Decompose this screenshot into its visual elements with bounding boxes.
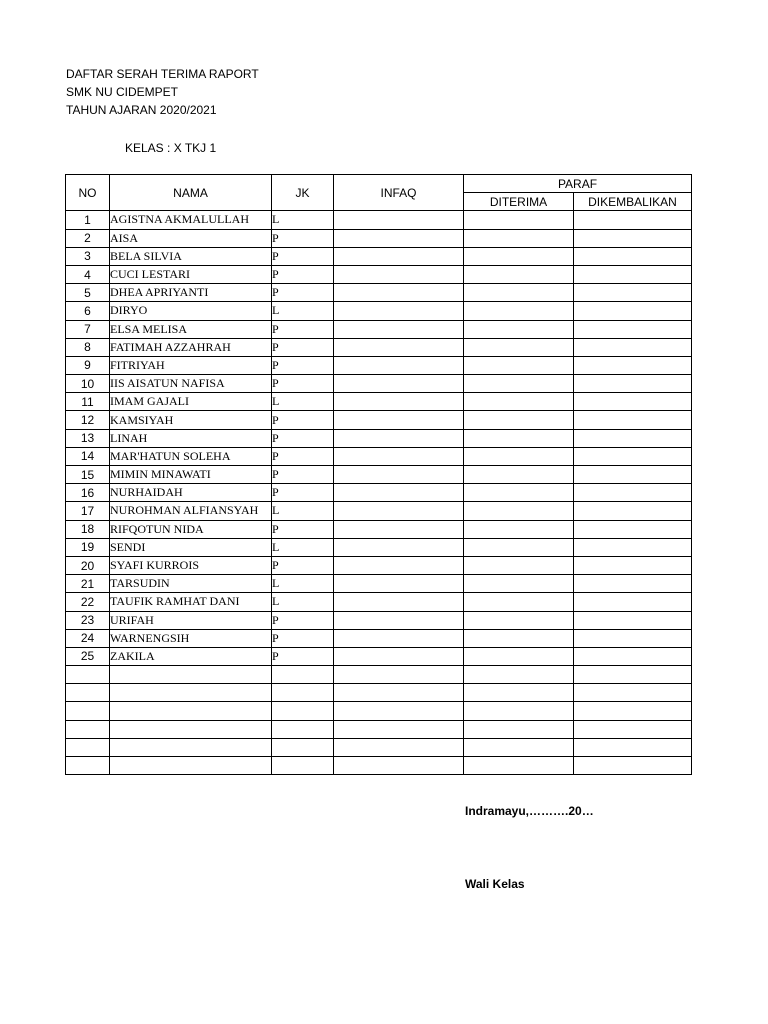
no-cell: 23 [66, 611, 110, 629]
diterima-signature-cell [464, 429, 574, 447]
infaq-cell [334, 666, 464, 684]
header-paraf: PARAF [464, 175, 692, 193]
diterima-signature-cell [464, 375, 574, 393]
infaq-cell [334, 447, 464, 465]
diterima-signature-cell [464, 247, 574, 265]
no-cell: 5 [66, 284, 110, 302]
gender-cell: L [272, 575, 334, 593]
name-cell [110, 738, 272, 756]
table-row [66, 738, 692, 756]
dikembalikan-signature-cell [574, 720, 692, 738]
gender-cell: P [272, 320, 334, 338]
no-cell: 12 [66, 411, 110, 429]
diterima-signature-cell [464, 647, 574, 665]
table-row [66, 302, 692, 320]
diterima-signature-cell [464, 466, 574, 484]
dikembalikan-signature-cell [574, 338, 692, 356]
no-cell: 21 [66, 575, 110, 593]
gender-cell: L [272, 302, 334, 320]
table-row [66, 556, 692, 574]
document-title: DAFTAR SERAH TERIMA RAPORT [66, 67, 259, 81]
header-dikembalikan: DIKEMBALIKAN [574, 193, 692, 211]
header-diterima: DITERIMA [464, 193, 574, 211]
table-row [66, 466, 692, 484]
infaq-cell [334, 520, 464, 538]
dikembalikan-signature-cell [574, 211, 692, 229]
diterima-signature-cell [464, 229, 574, 247]
gender-cell: L [272, 538, 334, 556]
no-cell: 13 [66, 429, 110, 447]
dikembalikan-signature-cell [574, 556, 692, 574]
infaq-cell [334, 338, 464, 356]
name-cell: IMAM GAJALI [110, 393, 272, 411]
table-row [66, 229, 692, 247]
no-cell: 9 [66, 356, 110, 374]
gender-cell [272, 684, 334, 702]
table-row [66, 429, 692, 447]
header-no: NO [66, 175, 110, 211]
infaq-cell [334, 575, 464, 593]
infaq-cell [334, 265, 464, 283]
diterima-signature-cell [464, 265, 574, 283]
dikembalikan-signature-cell [574, 302, 692, 320]
diterima-signature-cell [464, 211, 574, 229]
diterima-signature-cell [464, 338, 574, 356]
gender-cell: L [272, 393, 334, 411]
name-cell [110, 720, 272, 738]
diterima-signature-cell [464, 393, 574, 411]
dikembalikan-signature-cell [574, 538, 692, 556]
infaq-cell [334, 429, 464, 447]
dikembalikan-signature-cell [574, 393, 692, 411]
infaq-cell [334, 593, 464, 611]
diterima-signature-cell [464, 684, 574, 702]
header-infaq: INFAQ [334, 175, 464, 211]
table-row [66, 575, 692, 593]
diterima-signature-cell [464, 629, 574, 647]
gender-cell: P [272, 429, 334, 447]
gender-cell: P [272, 556, 334, 574]
gender-cell: P [272, 629, 334, 647]
gender-cell: L [272, 593, 334, 611]
diterima-signature-cell [464, 593, 574, 611]
name-cell: CUCI LESTARI [110, 265, 272, 283]
diterima-signature-cell [464, 520, 574, 538]
name-cell [110, 666, 272, 684]
table-row [66, 356, 692, 374]
diterima-signature-cell [464, 757, 574, 775]
dikembalikan-signature-cell [574, 356, 692, 374]
infaq-cell [334, 375, 464, 393]
table-row [66, 411, 692, 429]
academic-year: TAHUN AJARAN 2020/2021 [66, 103, 217, 117]
infaq-cell [334, 302, 464, 320]
gender-cell [272, 738, 334, 756]
dikembalikan-signature-cell [574, 738, 692, 756]
infaq-cell [334, 229, 464, 247]
table-row [66, 502, 692, 520]
infaq-cell [334, 720, 464, 738]
dikembalikan-signature-cell [574, 611, 692, 629]
name-cell: FITRIYAH [110, 356, 272, 374]
diterima-signature-cell [464, 611, 574, 629]
name-cell [110, 702, 272, 720]
no-cell: 17 [66, 502, 110, 520]
no-cell: 24 [66, 629, 110, 647]
name-cell: SENDI [110, 538, 272, 556]
dikembalikan-signature-cell [574, 502, 692, 520]
table-row [66, 647, 692, 665]
infaq-cell [334, 320, 464, 338]
infaq-cell [334, 393, 464, 411]
class-label: KELAS : X TKJ 1 [125, 141, 217, 155]
name-cell: ELSA MELISA [110, 320, 272, 338]
table-row [66, 684, 692, 702]
table-row [66, 211, 692, 229]
roster-body [66, 211, 692, 775]
gender-cell: L [272, 502, 334, 520]
infaq-cell [334, 738, 464, 756]
infaq-cell [334, 411, 464, 429]
infaq-cell [334, 684, 464, 702]
gender-cell [272, 720, 334, 738]
name-cell [110, 757, 272, 775]
table-row [66, 720, 692, 738]
dikembalikan-signature-cell [574, 229, 692, 247]
name-cell: TAUFIK RAMHAT DANI [110, 593, 272, 611]
name-cell: LINAH [110, 429, 272, 447]
dikembalikan-signature-cell [574, 629, 692, 647]
dikembalikan-signature-cell [574, 575, 692, 593]
infaq-cell [334, 702, 464, 720]
gender-cell: P [272, 466, 334, 484]
diterima-signature-cell [464, 666, 574, 684]
dikembalikan-signature-cell [574, 757, 692, 775]
place-date: Indramayu,……….20… [465, 804, 594, 818]
infaq-cell [334, 284, 464, 302]
name-cell: AGISTNA AKMALULLAH [110, 211, 272, 229]
no-cell [66, 757, 110, 775]
infaq-cell [334, 356, 464, 374]
name-cell: URIFAH [110, 611, 272, 629]
infaq-cell [334, 611, 464, 629]
no-cell: 19 [66, 538, 110, 556]
infaq-cell [334, 647, 464, 665]
dikembalikan-signature-cell [574, 284, 692, 302]
table-row [66, 702, 692, 720]
gender-cell [272, 702, 334, 720]
table-row [66, 666, 692, 684]
name-cell: BELA SILVIA [110, 247, 272, 265]
table-row [66, 611, 692, 629]
table-row [66, 265, 692, 283]
dikembalikan-signature-cell [574, 411, 692, 429]
name-cell: DHEA APRIYANTI [110, 284, 272, 302]
dikembalikan-signature-cell [574, 593, 692, 611]
table-row [66, 629, 692, 647]
name-cell: KAMSIYAH [110, 411, 272, 429]
name-cell: WARNENGSIH [110, 629, 272, 647]
no-cell [66, 720, 110, 738]
gender-cell: P [272, 356, 334, 374]
gender-cell: P [272, 229, 334, 247]
wali-kelas-label: Wali Kelas [465, 877, 525, 891]
infaq-cell [334, 538, 464, 556]
no-cell: 3 [66, 247, 110, 265]
gender-cell: P [272, 338, 334, 356]
gender-cell [272, 666, 334, 684]
no-cell [66, 666, 110, 684]
dikembalikan-signature-cell [574, 466, 692, 484]
dikembalikan-signature-cell [574, 247, 692, 265]
infaq-cell [334, 484, 464, 502]
table-row [66, 538, 692, 556]
table-row [66, 338, 692, 356]
diterima-signature-cell [464, 556, 574, 574]
diterima-signature-cell [464, 502, 574, 520]
no-cell: 4 [66, 265, 110, 283]
no-cell: 1 [66, 211, 110, 229]
infaq-cell [334, 629, 464, 647]
no-cell: 20 [66, 556, 110, 574]
gender-cell [272, 757, 334, 775]
dikembalikan-signature-cell [574, 320, 692, 338]
no-cell: 22 [66, 593, 110, 611]
diterima-signature-cell [464, 447, 574, 465]
no-cell: 18 [66, 520, 110, 538]
diterima-signature-cell [464, 720, 574, 738]
diterima-signature-cell [464, 284, 574, 302]
dikembalikan-signature-cell [574, 684, 692, 702]
name-cell: AISA [110, 229, 272, 247]
table-row [66, 375, 692, 393]
dikembalikan-signature-cell [574, 447, 692, 465]
gender-cell: P [272, 611, 334, 629]
name-cell: MIMIN MINAWATI [110, 466, 272, 484]
dikembalikan-signature-cell [574, 375, 692, 393]
dikembalikan-signature-cell [574, 702, 692, 720]
no-cell: 16 [66, 484, 110, 502]
table-row [66, 447, 692, 465]
no-cell: 14 [66, 447, 110, 465]
infaq-cell [334, 502, 464, 520]
no-cell [66, 684, 110, 702]
table-row [66, 520, 692, 538]
no-cell: 8 [66, 338, 110, 356]
no-cell [66, 702, 110, 720]
diterima-signature-cell [464, 356, 574, 374]
dikembalikan-signature-cell [574, 429, 692, 447]
dikembalikan-signature-cell [574, 520, 692, 538]
dikembalikan-signature-cell [574, 647, 692, 665]
diterima-signature-cell [464, 538, 574, 556]
gender-cell: P [272, 447, 334, 465]
no-cell: 2 [66, 229, 110, 247]
infaq-cell [334, 556, 464, 574]
gender-cell: L [272, 211, 334, 229]
table-row [66, 320, 692, 338]
gender-cell: P [272, 375, 334, 393]
no-cell: 15 [66, 466, 110, 484]
gender-cell: P [272, 647, 334, 665]
table-row [66, 247, 692, 265]
table-row [66, 757, 692, 775]
infaq-cell [334, 247, 464, 265]
diterima-signature-cell [464, 575, 574, 593]
name-cell: MAR'HATUN SOLEHA [110, 447, 272, 465]
name-cell: IIS AISATUN NAFISA [110, 375, 272, 393]
name-cell: TARSUDIN [110, 575, 272, 593]
diterima-signature-cell [464, 738, 574, 756]
name-cell: SYAFI KURROIS [110, 556, 272, 574]
table-row [66, 593, 692, 611]
dikembalikan-signature-cell [574, 484, 692, 502]
school-name: SMK NU CIDEMPET [66, 85, 179, 99]
gender-cell: P [272, 411, 334, 429]
gender-cell: P [272, 520, 334, 538]
gender-cell: P [272, 284, 334, 302]
gender-cell: P [272, 265, 334, 283]
no-cell [66, 738, 110, 756]
diterima-signature-cell [464, 702, 574, 720]
roster-table [65, 174, 692, 775]
table-row [66, 393, 692, 411]
header-jk: JK [272, 175, 334, 211]
dikembalikan-signature-cell [574, 666, 692, 684]
name-cell: NUROHMAN ALFIANSYAH [110, 502, 272, 520]
name-cell: FATIMAH AZZAHRAH [110, 338, 272, 356]
infaq-cell [334, 466, 464, 484]
name-cell: RIFQOTUN NIDA [110, 520, 272, 538]
gender-cell: P [272, 484, 334, 502]
header-nama: NAMA [110, 175, 272, 211]
table-row [66, 284, 692, 302]
diterima-signature-cell [464, 411, 574, 429]
no-cell: 11 [66, 393, 110, 411]
infaq-cell [334, 211, 464, 229]
no-cell: 7 [66, 320, 110, 338]
name-cell: ZAKILA [110, 647, 272, 665]
name-cell: DIRYO [110, 302, 272, 320]
no-cell: 6 [66, 302, 110, 320]
name-cell: NURHAIDAH [110, 484, 272, 502]
gender-cell: P [272, 247, 334, 265]
diterima-signature-cell [464, 484, 574, 502]
name-cell [110, 684, 272, 702]
diterima-signature-cell [464, 320, 574, 338]
diterima-signature-cell [464, 302, 574, 320]
no-cell: 25 [66, 647, 110, 665]
no-cell: 10 [66, 375, 110, 393]
dikembalikan-signature-cell [574, 265, 692, 283]
table-row [66, 484, 692, 502]
infaq-cell [334, 757, 464, 775]
